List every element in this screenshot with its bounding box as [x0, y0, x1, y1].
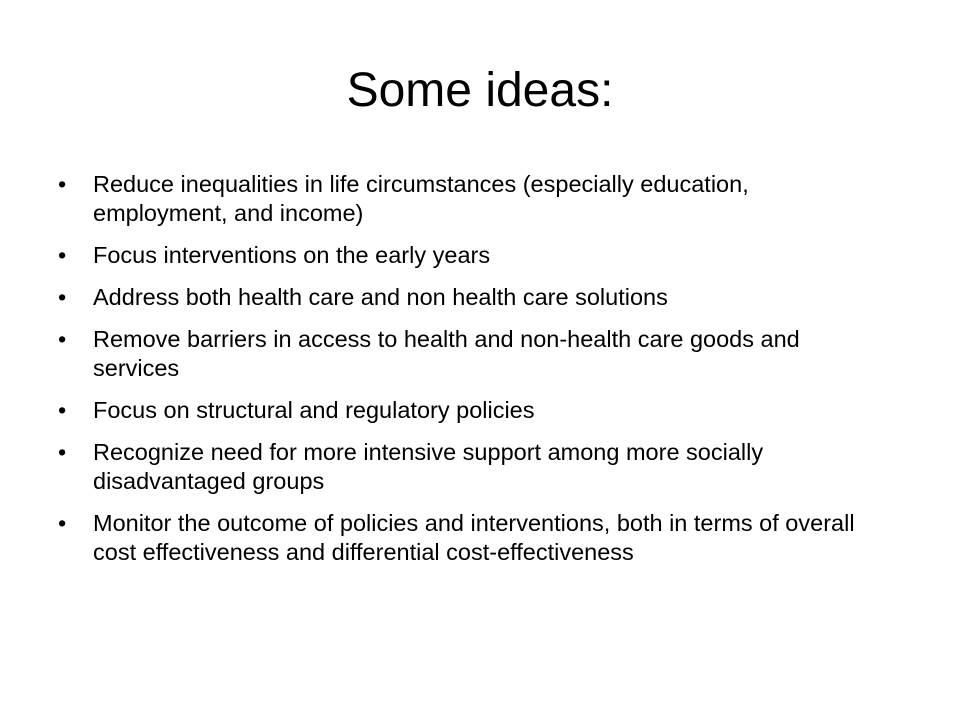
bullet-icon: •	[58, 439, 67, 465]
bullet-item	[58, 241, 878, 270]
bullet-icon: •	[58, 171, 67, 197]
bullet-icon: •	[58, 242, 67, 268]
bullet-text: Focus interventions on the early years	[93, 242, 491, 268]
bullet-item	[58, 283, 878, 312]
bullet-item	[58, 170, 878, 228]
bullet-text: Focus on structural and regulatory policies	[93, 397, 535, 423]
bullet-icon: •	[58, 397, 67, 423]
bullet-icon: •	[58, 326, 67, 352]
bullet-list	[58, 170, 878, 580]
bullet-icon: •	[58, 510, 67, 536]
bullet-text: Monitor the outcome of policies and interventions, both in terms of overall cost effectiveness and differential cost-effectiveness	[93, 510, 855, 565]
bullet-icon: •	[58, 284, 67, 310]
bullet-item	[58, 325, 878, 383]
bullet-text: Reduce inequalities in life circumstances (especially education, employment, and income)	[93, 171, 749, 226]
bullet-text: Remove barriers in access to health and non-health care goods and services	[93, 326, 800, 381]
bullet-item	[58, 509, 878, 567]
slide-title: Some ideas:	[346, 64, 614, 117]
bullet-text: Recognize need for more intensive support among more socially disadvantaged groups	[93, 439, 764, 494]
bullet-text: Address both health care and non health care solutions	[93, 284, 668, 310]
bullet-item	[58, 438, 878, 496]
bullet-item	[58, 396, 878, 425]
